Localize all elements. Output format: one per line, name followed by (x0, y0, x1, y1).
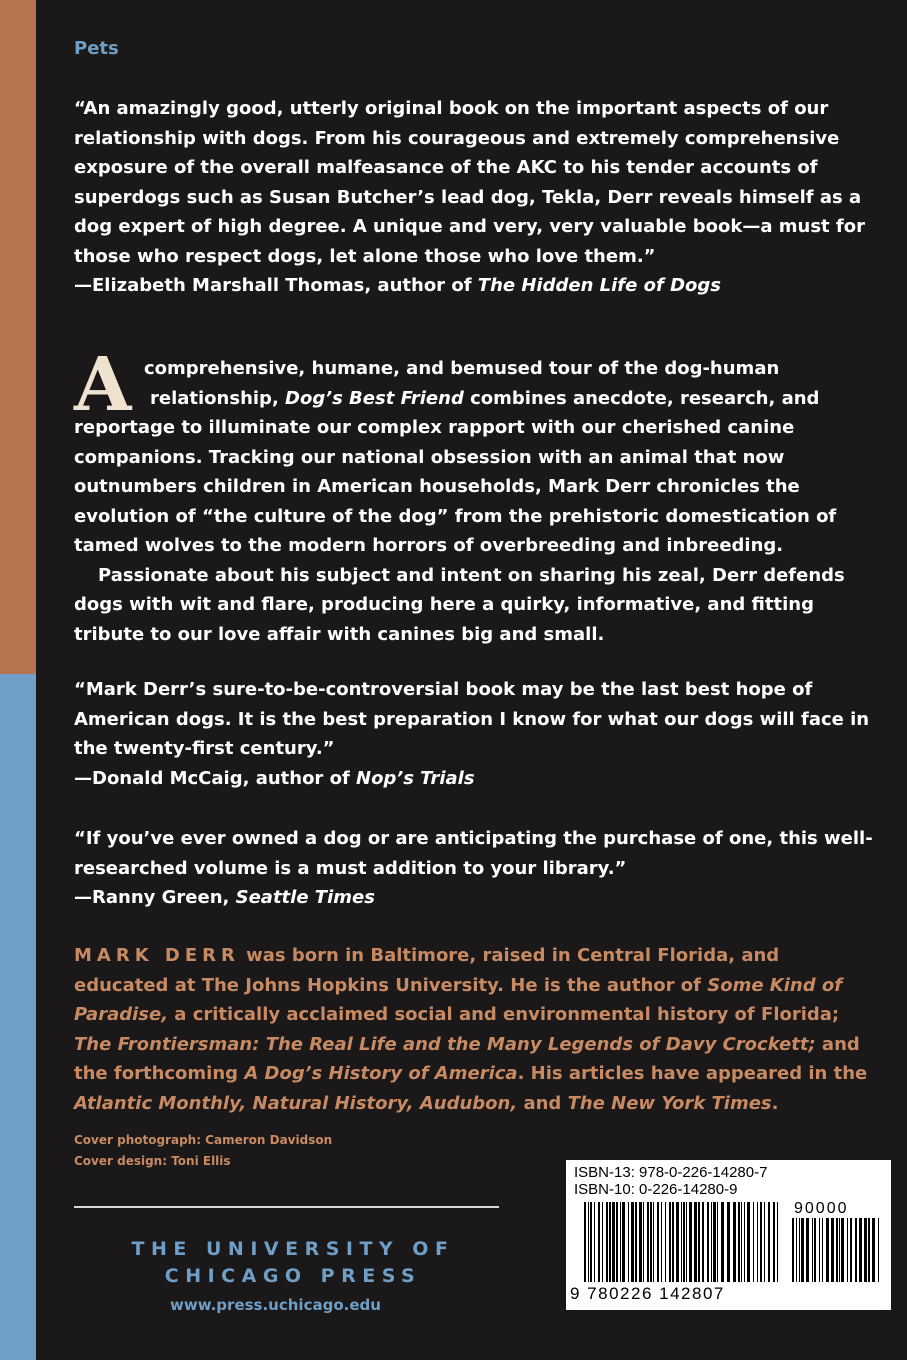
barcode-bar (694, 1202, 697, 1282)
barcode-bar (681, 1202, 682, 1282)
barcode-bar (588, 1202, 589, 1282)
publisher-url[interactable]: www.press.uchicago.edu (170, 1296, 381, 1314)
barcode-bar (847, 1218, 848, 1282)
bio-text: a critically acclaimed social and environmental history of Florida; (168, 1004, 840, 1025)
description-body: reportage to illuminate our complex rapport with our cherished canine companions. Tracking our national obsession with an animal that now outnumbers children in American households, Mark Derr chronicles the evolution of “the culture of the dog” from the prehistoric domestication of tamed wolves to the modern horrors of overbreeding and inbreeding. (74, 417, 837, 556)
barcode-bar (757, 1202, 758, 1282)
barcode-bar (812, 1218, 813, 1282)
barcode-bar (622, 1202, 625, 1282)
barcode-addon-number: 90000 (794, 1200, 849, 1217)
bio-title: Atlantic Monthly, Natural History, Audubon, (74, 1092, 518, 1114)
barcode-bar (822, 1218, 823, 1282)
blurb-quote-3-text: “If you’ve ever owned a dog or are anticipating the purchase of one, this well-researched volume is a must addition to your library.” (74, 828, 873, 879)
barcode-bar (650, 1202, 652, 1282)
bio-text: and (517, 1092, 568, 1114)
book-title: Dog’s Best Friend (285, 387, 464, 409)
barcode-bar (657, 1202, 659, 1282)
barcode-panel (566, 1160, 891, 1310)
barcode-bar (799, 1218, 800, 1282)
design-credit: Cover design: Toni Ellis (74, 1154, 231, 1168)
bio-text: and the forthcoming (74, 1033, 860, 1084)
barcode-bar (760, 1202, 762, 1282)
barcode-bar (661, 1202, 662, 1282)
divider-rule (74, 1206, 499, 1208)
barcode-bar (826, 1218, 829, 1282)
blurb-quote-3-attribution (74, 883, 874, 913)
barcode-bar (686, 1202, 687, 1282)
barcode-bar (806, 1218, 809, 1282)
barcode-bar (672, 1202, 674, 1282)
barcode-bar (711, 1202, 712, 1282)
barcode-bar (850, 1218, 852, 1282)
spine-stripe-blue (0, 674, 36, 1360)
blurb-quote-3 (74, 824, 874, 913)
barcode-bar (753, 1202, 754, 1282)
publisher-line-1: THE UNIVERSITY OF (131, 1238, 455, 1260)
barcode-bar (707, 1202, 709, 1282)
bio-title: A Dog’s History of America (244, 1063, 518, 1084)
attribution-prefix: —Elizabeth Marshall Thomas, author of (74, 275, 478, 296)
attribution-prefix: —Donald McCaig, author of (74, 767, 357, 789)
bio-title: The Frontiersman: The Real Life and the Many Legends of Davy Crockett; (74, 1033, 816, 1055)
barcode-bar (702, 1202, 704, 1282)
barcode-bar (773, 1202, 775, 1282)
barcode-bar (764, 1202, 765, 1282)
barcode-bar (643, 1202, 644, 1282)
barcode-bar (747, 1202, 750, 1282)
barcode-bar (727, 1202, 730, 1282)
description-text: relationship, (150, 387, 286, 409)
description-line-2 (74, 384, 874, 414)
barcode-bar (713, 1202, 716, 1282)
barcode-addon-bars (792, 1218, 882, 1282)
barcode-bar (616, 1202, 618, 1282)
barcode-bar (814, 1218, 816, 1282)
barcode-bar (831, 1218, 834, 1282)
bio-title: The New York Times (567, 1092, 772, 1114)
attribution-title: Nop’s Trials (356, 767, 475, 789)
barcode-bar (598, 1202, 600, 1282)
spine-stripe-copper (0, 0, 36, 674)
description-text: combines anecdote, research, and (463, 387, 820, 409)
barcode-bar (665, 1202, 666, 1282)
barcode-main-bars (584, 1202, 782, 1282)
barcode-bar (819, 1218, 820, 1282)
bio-text: was born in Baltimore, raised in Central Florida, and educated at The Johns Hopkins University. He is the author of (74, 945, 780, 996)
barcode-bar (801, 1218, 804, 1282)
barcode-ean-number: 9 780226 142807 (570, 1284, 725, 1303)
blurb-quote-2-text: “Mark Derr’s sure-to-be-controversial book may be the last best hope of American dogs. It is the best preparation I know for what our dogs will face in the twenty-first century.” (74, 679, 870, 759)
author-name: MARK DERR (74, 945, 240, 966)
barcode-bar (653, 1202, 654, 1282)
barcode-bar (868, 1218, 870, 1282)
attribution-title: The Hidden Life of Dogs (477, 275, 721, 296)
blurb-quote-1-text: “An amazingly good, utterly original book on the important aspects of our relationship with dogs. From his courageous and extremely comprehensive exposure of the overall malfeasance of the AKC to his tender accounts of superdogs such as Susan Butcher’s lead dog, Tekla, Derr reveals himself as a dog expert of high degree. A unique and very, very valuable book—a must for those who respect dogs, let alone those who love them.” (74, 98, 865, 267)
barcode-bar (606, 1202, 608, 1282)
barcode-bar (647, 1202, 649, 1282)
barcode-bar (631, 1202, 634, 1282)
photo-credit: Cover photograph: Cameron Davidson (74, 1133, 333, 1147)
description-line-1: comprehensive, humane, and bemused tour of the dog-human (144, 358, 780, 379)
bio-title: Some Kind of Paradise, (74, 974, 843, 1025)
barcode-bar (855, 1218, 857, 1282)
category-label: Pets (74, 38, 119, 59)
barcode-bar (878, 1218, 879, 1282)
barcode-bar (796, 1218, 797, 1282)
barcode-bar (741, 1202, 742, 1282)
barcode-bar (683, 1202, 685, 1282)
barcode-bar (669, 1202, 671, 1282)
blurb-quote-2 (74, 675, 874, 793)
barcode-bar (841, 1218, 844, 1282)
blurb-quote-1-attribution (74, 271, 874, 301)
drop-cap: A (74, 342, 130, 428)
barcode-bar (612, 1202, 615, 1282)
isbn-10: ISBN-10: 0-226-14280-9 (574, 1181, 738, 1198)
attribution-title: Seattle Times (235, 887, 375, 908)
barcode-bar (609, 1202, 611, 1282)
publisher-line-2: CHICAGO PRESS (164, 1265, 422, 1287)
barcode-bar (839, 1218, 840, 1282)
barcode-bar (717, 1202, 718, 1282)
bio-text: . (771, 1092, 779, 1114)
attribution-prefix: —Ranny Green, (74, 887, 236, 908)
back-cover (36, 0, 907, 1360)
barcode-bar (733, 1202, 736, 1282)
barcode-bar (698, 1202, 700, 1282)
blurb-quote-1 (74, 94, 874, 301)
barcode-bar (859, 1218, 862, 1282)
barcode-bar (738, 1202, 740, 1282)
barcode-bar (836, 1218, 838, 1282)
barcode-bar (602, 1202, 603, 1282)
barcode-bar (777, 1202, 778, 1282)
barcode-bar (635, 1202, 637, 1282)
description-paragraph-2: Passionate about his subject and intent on sharing his zeal, Derr defends dogs with wit and flare, producing here a quirky, informative, and fitting tribute to our love affair with canines big and small. (74, 564, 845, 645)
author-bio (74, 941, 874, 1118)
barcode-bar (590, 1202, 592, 1282)
barcode-bar (872, 1218, 875, 1282)
barcode-bar (639, 1202, 642, 1282)
blurb-quote-2-attribution (74, 764, 874, 794)
cover-credits (74, 1130, 332, 1172)
barcode-bar (584, 1202, 586, 1282)
publisher-name (98, 1236, 488, 1290)
isbn-13: ISBN-13: 978-0-226-14280-7 (574, 1164, 768, 1181)
book-description (74, 342, 874, 649)
barcode-bar (744, 1202, 745, 1282)
barcode-bar (721, 1202, 724, 1282)
barcode-bar (792, 1218, 794, 1282)
barcode-bar (864, 1218, 867, 1282)
barcode-bar (768, 1202, 770, 1282)
barcode-bar (594, 1202, 595, 1282)
barcode-bar (628, 1202, 629, 1282)
bio-text: . His articles have appeared in the (517, 1063, 868, 1084)
barcode-bar (689, 1202, 692, 1282)
barcode-bar (676, 1202, 679, 1282)
barcode-bar (620, 1202, 621, 1282)
